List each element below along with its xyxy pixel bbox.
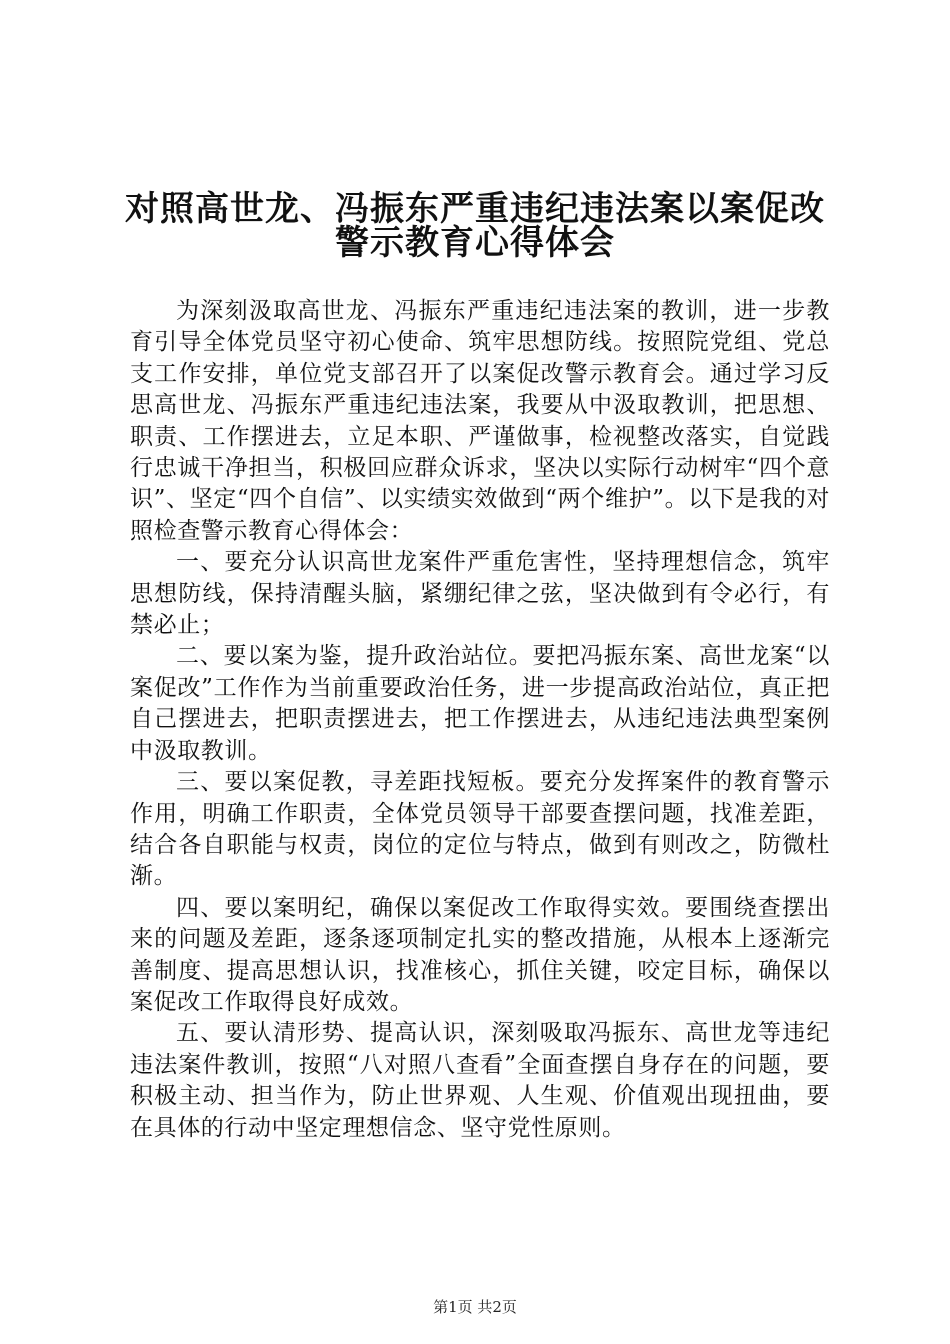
document-title-line-2: 警示教育心得体会: [335, 223, 615, 263]
body-paragraph-intro: 为深刻汲取高世龙、冯振东严重违纪违法案的教训，进一步教育引导全体党员坚守初心使命、筑牢思想防线。按照院党组、党总支工作安排，单位党支部召开了以案促改警示教育会。通过学习反思高世龙、冯振东严重违纪违法案，我要从中汲取教训，把思想、职责、工作摆进去，立足本职、严谨做事，检视整改落实，自觉践行忠诚干净担当，积极回应群众诉求，坚决以实际行动树牢“四个意识”、坚定“四个自信”、以实绩实效做到“两个维护”。以下是我的对照检查警示教育心得体会：: [130, 298, 830, 544]
body-paragraph-point-5: 五、要认清形势、提高认识，深刻吸取冯振东、高世龙等违纪违法案件教训，按照“八对照八查看”全面查摆自身存在的问题，要积极主动、担当作为，防止世界观、人生观、价值观出现扭曲，要在具体的行动中坚定理想信念、坚守党性原则。: [130, 1020, 830, 1141]
document-title-line-1: 对照高世龙、冯振东严重违纪违法案以案促改: [125, 189, 825, 229]
body-paragraph-point-3: 三、要以案促教，寻差距找短板。要充分发挥案件的教育警示作用，明确工作职责，全体党员领导干部要查摆问题，找准差距，结合各自职能与权责，岗位的定位与特点，做到有则改之，防微杜渐。: [130, 769, 830, 890]
page-number-footer: 第1页 共2页: [433, 1298, 517, 1316]
document-body: [130, 296, 830, 1144]
body-paragraph-point-1: 一、要充分认识高世龙案件严重危害性，坚持理想信念，筑牢思想防线，保持清醒头脑，紧绷纪律之弦，坚决做到有令必行，有禁必止；: [130, 549, 830, 639]
body-paragraph-point-4: 四、要以案明纪，确保以案促改工作取得实效。要围绕查摆出来的问题及差距，逐条逐项制定扎实的整改措施，从根本上逐渐完善制度、提高思想认识，找准核心，抓住关键，咬定目标，确保以案促改工作取得良好成效。: [130, 894, 830, 1015]
body-paragraph-point-2: 二、要以案为鉴，提升政治站位。要把冯振东案、高世龙案“以案促改”工作作为当前重要政治任务，进一步提高政治站位，真正把自己摆进去，把职责摆进去，把工作摆进去，从违纪违法典型案例中汲取教训。: [130, 643, 830, 764]
